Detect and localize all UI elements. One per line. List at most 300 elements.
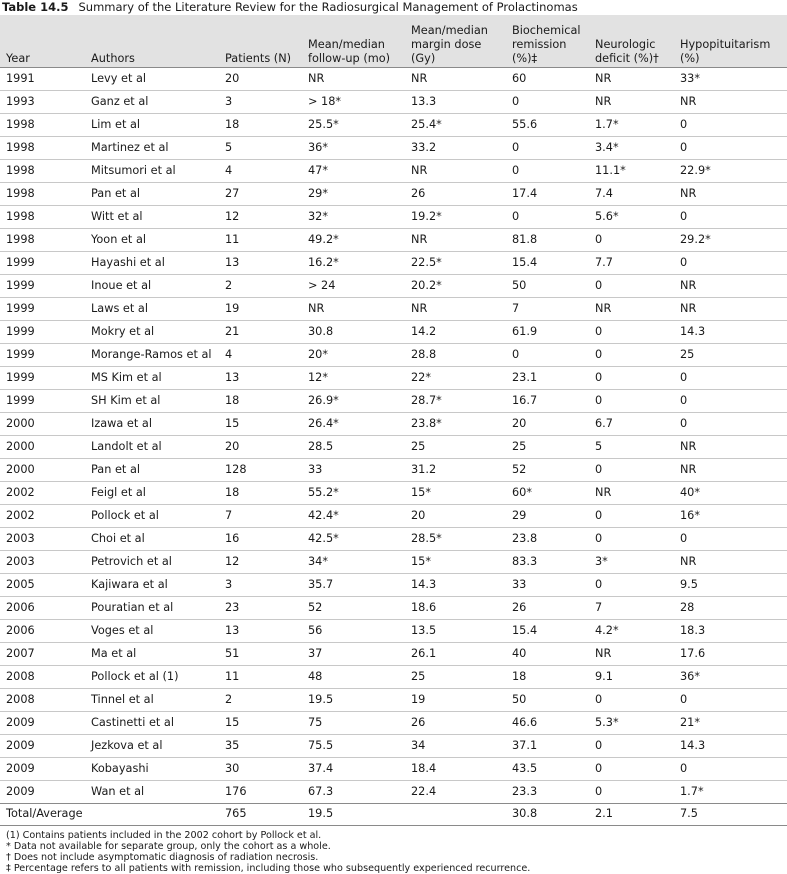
header-patients: Patients (N) [219,15,302,67]
table-row [0,665,787,688]
cell-neurologic-deficit: 0 [589,458,674,481]
cell-year: 2008 [0,688,85,711]
cell-year: 2000 [0,412,85,435]
cell-margin-dose: 34 [405,734,506,757]
cell-patients: 30 [219,757,302,780]
cell-authors: Wan et al [85,780,219,803]
cell-year: 1999 [0,366,85,389]
cell-patients: 23 [219,596,302,619]
table-row [0,366,787,389]
cell-authors: Kobayashi [85,757,219,780]
cell-authors: Voges et al [85,619,219,642]
cell-biochemical-remission: 60* [506,481,589,504]
cell-follow-up: 20* [302,343,405,366]
cell-authors: Martinez et al [85,136,219,159]
cell-margin-dose: 19.2* [405,205,506,228]
cell-year: 2007 [0,642,85,665]
cell-biochemical-remission: 0 [506,205,589,228]
cell-hypopituitarism: 36* [674,665,787,688]
cell-year: 1991 [0,67,85,90]
cell-hypopituitarism: NR [674,182,787,205]
cell-neurologic-deficit: 0 [589,389,674,412]
cell-biochemical-remission: 0 [506,159,589,182]
cell-margin-dose: 28.7* [405,389,506,412]
cell-follow-up: 75 [302,711,405,734]
cell-year: 1998 [0,228,85,251]
cell-year: 1993 [0,90,85,113]
cell-neurologic-deficit: 7 [589,596,674,619]
cell-hypopituitarism: 16* [674,504,787,527]
cell-follow-up: 42.5* [302,527,405,550]
cell-patients: 18 [219,481,302,504]
cell-year: 1999 [0,343,85,366]
cell-biochemical-remission: 37.1 [506,734,589,757]
cell-neurologic-deficit: 0 [589,688,674,711]
table-body [0,67,787,803]
cell-neurologic-deficit: 0 [589,573,674,596]
cell-follow-up: 52 [302,596,405,619]
cell-year: 2000 [0,435,85,458]
cell-margin-dose: NR [405,228,506,251]
cell-authors: Laws et al [85,297,219,320]
cell-neurologic-deficit: 11.1* [589,159,674,182]
cell-authors: Feigl et al [85,481,219,504]
cell-patients: 4 [219,343,302,366]
cell-margin-dose: 23.8* [405,412,506,435]
cell-margin-dose: 15* [405,481,506,504]
total-biochemical-remission: 30.8 [506,803,589,825]
table-header [0,15,787,67]
cell-margin-dose: 14.3 [405,573,506,596]
cell-hypopituitarism: 14.3 [674,320,787,343]
cell-year: 1998 [0,205,85,228]
cell-patients: 2 [219,688,302,711]
table-row [0,412,787,435]
cell-follow-up: 35.7 [302,573,405,596]
cell-authors: Levy et al [85,67,219,90]
cell-biochemical-remission: 0 [506,136,589,159]
cell-neurologic-deficit: NR [589,642,674,665]
cell-year: 2003 [0,527,85,550]
cell-authors: Jezkova et al [85,734,219,757]
cell-hypopituitarism: 0 [674,389,787,412]
cell-margin-dose: 31.2 [405,458,506,481]
cell-patients: 13 [219,366,302,389]
cell-authors: Landolt et al [85,435,219,458]
table-row [0,159,787,182]
cell-hypopituitarism: NR [674,90,787,113]
cell-biochemical-remission: 55.6 [506,113,589,136]
cell-biochemical-remission: 15.4 [506,251,589,274]
cell-hypopituitarism: 0 [674,251,787,274]
cell-hypopituitarism: 0 [674,527,787,550]
cell-margin-dose: 26.1 [405,642,506,665]
cell-authors: Morange-Ramos et al [85,343,219,366]
cell-authors: Ganz et al [85,90,219,113]
cell-authors: Pouratian et al [85,596,219,619]
cell-authors: Yoon et al [85,228,219,251]
cell-follow-up: 33 [302,458,405,481]
cell-margin-dose: NR [405,159,506,182]
cell-neurologic-deficit: 1.7* [589,113,674,136]
cell-patients: 13 [219,251,302,274]
cell-hypopituitarism: 1.7* [674,780,787,803]
cell-patients: 16 [219,527,302,550]
cell-authors: Inoue et al [85,274,219,297]
cell-biochemical-remission: 0 [506,343,589,366]
cell-patients: 15 [219,711,302,734]
cell-follow-up: 56 [302,619,405,642]
cell-follow-up: 47* [302,159,405,182]
cell-year: 2005 [0,573,85,596]
cell-margin-dose: 19 [405,688,506,711]
table-row [0,596,787,619]
cell-margin-dose: 22.4 [405,780,506,803]
table-row [0,136,787,159]
cell-patients: 4 [219,159,302,182]
cell-biochemical-remission: 81.8 [506,228,589,251]
cell-biochemical-remission: 83.3 [506,550,589,573]
cell-follow-up: 75.5 [302,734,405,757]
table-row [0,228,787,251]
cell-authors: Hayashi et al [85,251,219,274]
cell-neurologic-deficit: NR [589,67,674,90]
cell-hypopituitarism: 9.5 [674,573,787,596]
total-follow-up: 19.5 [302,803,405,825]
cell-hypopituitarism: 33* [674,67,787,90]
table-row [0,734,787,757]
table-row [0,757,787,780]
cell-follow-up: 42.4* [302,504,405,527]
cell-hypopituitarism: 14.3 [674,734,787,757]
cell-authors: Pollock et al (1) [85,665,219,688]
cell-biochemical-remission: 33 [506,573,589,596]
table-row [0,458,787,481]
cell-patients: 21 [219,320,302,343]
cell-follow-up: 16.2* [302,251,405,274]
cell-patients: 35 [219,734,302,757]
cell-biochemical-remission: 52 [506,458,589,481]
cell-neurologic-deficit: 9.1 [589,665,674,688]
cell-biochemical-remission: 16.7 [506,389,589,412]
cell-patients: 51 [219,642,302,665]
cell-biochemical-remission: 61.9 [506,320,589,343]
cell-neurologic-deficit: 0 [589,228,674,251]
cell-follow-up: 26.4* [302,412,405,435]
header-year: Year [0,15,85,67]
cell-neurologic-deficit: 4.2* [589,619,674,642]
cell-hypopituitarism: 21* [674,711,787,734]
header-neurologic-deficit: Neurologic deficit (%)† [589,15,674,67]
table-title: Summary of the Literature Review for the Radiosurgical Management of Prolactinomas [78,0,578,14]
cell-biochemical-remission: 25 [506,435,589,458]
total-patients: 765 [219,803,302,825]
cell-biochemical-remission: 43.5 [506,757,589,780]
cell-neurologic-deficit: 7.4 [589,182,674,205]
cell-patients: 19 [219,297,302,320]
cell-authors: Ma et al [85,642,219,665]
cell-patients: 7 [219,504,302,527]
cell-biochemical-remission: 0 [506,90,589,113]
cell-margin-dose: 18.4 [405,757,506,780]
cell-neurologic-deficit: 5 [589,435,674,458]
cell-neurologic-deficit: NR [589,297,674,320]
cell-year: 2009 [0,757,85,780]
cell-authors: Witt et al [85,205,219,228]
cell-hypopituitarism: NR [674,458,787,481]
cell-year: 1999 [0,251,85,274]
cell-margin-dose: 22* [405,366,506,389]
cell-neurologic-deficit: 0 [589,757,674,780]
cell-biochemical-remission: 29 [506,504,589,527]
total-row [0,803,787,825]
cell-year: 1999 [0,274,85,297]
cell-biochemical-remission: 40 [506,642,589,665]
cell-hypopituitarism: 18.3 [674,619,787,642]
table-row [0,320,787,343]
cell-neurologic-deficit: 0 [589,274,674,297]
table-total [0,803,787,825]
cell-follow-up: 29* [302,182,405,205]
cell-authors: Lim et al [85,113,219,136]
cell-hypopituitarism: NR [674,297,787,320]
table-row [0,251,787,274]
cell-patients: 12 [219,550,302,573]
cell-year: 2006 [0,596,85,619]
cell-neurologic-deficit: NR [589,90,674,113]
table-row [0,688,787,711]
cell-authors: Petrovich et al [85,550,219,573]
cell-hypopituitarism: 0 [674,366,787,389]
cell-biochemical-remission: 23.8 [506,527,589,550]
cell-hypopituitarism: NR [674,550,787,573]
header-row [0,15,787,67]
cell-neurologic-deficit: 0 [589,343,674,366]
cell-hypopituitarism: NR [674,435,787,458]
cell-margin-dose: 26 [405,711,506,734]
cell-follow-up: NR [302,297,405,320]
cell-year: 1998 [0,136,85,159]
cell-authors: Tinnel et al [85,688,219,711]
cell-neurologic-deficit: NR [589,481,674,504]
cell-neurologic-deficit: 0 [589,527,674,550]
cell-neurologic-deficit: 5.3* [589,711,674,734]
total-neurologic-deficit: 2.1 [589,803,674,825]
cell-follow-up: 55.2* [302,481,405,504]
table-row [0,297,787,320]
cell-year: 1999 [0,320,85,343]
cell-margin-dose: 22.5* [405,251,506,274]
cell-margin-dose: 28.8 [405,343,506,366]
cell-hypopituitarism: 0 [674,757,787,780]
literature-review-table [0,15,787,826]
cell-hypopituitarism: 0 [674,412,787,435]
cell-hypopituitarism: 22.9* [674,159,787,182]
cell-year: 2000 [0,458,85,481]
cell-biochemical-remission: 7 [506,297,589,320]
cell-margin-dose: 13.3 [405,90,506,113]
cell-follow-up: 49.2* [302,228,405,251]
cell-follow-up: NR [302,67,405,90]
cell-neurologic-deficit: 0 [589,504,674,527]
cell-authors: Kajiwara et al [85,573,219,596]
cell-neurologic-deficit: 0 [589,320,674,343]
table-row [0,780,787,803]
cell-patients: 5 [219,136,302,159]
cell-hypopituitarism: 0 [674,205,787,228]
cell-year: 2008 [0,665,85,688]
cell-neurologic-deficit: 7.7 [589,251,674,274]
cell-year: 2002 [0,504,85,527]
cell-patients: 18 [219,113,302,136]
cell-authors: Castinetti et al [85,711,219,734]
cell-hypopituitarism: 17.6 [674,642,787,665]
table-caption [0,0,787,15]
cell-margin-dose: 14.2 [405,320,506,343]
cell-follow-up: > 24 [302,274,405,297]
cell-follow-up: 37 [302,642,405,665]
header-follow-up: Mean/median follow-up (mo) [302,15,405,67]
cell-authors: MS Kim et al [85,366,219,389]
cell-neurologic-deficit: 0 [589,780,674,803]
total-label: Total/Average [0,803,85,825]
table-row [0,711,787,734]
cell-year: 2009 [0,780,85,803]
cell-patients: 18 [219,389,302,412]
cell-patients: 20 [219,67,302,90]
cell-biochemical-remission: 15.4 [506,619,589,642]
cell-follow-up: 34* [302,550,405,573]
cell-year: 2009 [0,711,85,734]
cell-year: 2009 [0,734,85,757]
cell-patients: 3 [219,90,302,113]
cell-patients: 13 [219,619,302,642]
cell-biochemical-remission: 60 [506,67,589,90]
cell-authors: SH Kim et al [85,389,219,412]
cell-follow-up: 67.3 [302,780,405,803]
cell-hypopituitarism: 0 [674,136,787,159]
footnotes [0,826,787,874]
cell-margin-dose: 20 [405,504,506,527]
table-row [0,90,787,113]
cell-year: 1998 [0,113,85,136]
total-authors [85,803,219,825]
footnote-1: (1) Contains patients included in the 2002 cohort by Pollock et al. [6,829,322,841]
cell-follow-up: 26.9* [302,389,405,412]
cell-follow-up: 30.8 [302,320,405,343]
cell-margin-dose: 26 [405,182,506,205]
cell-patients: 27 [219,182,302,205]
footnote-double-dagger: ‡ Percentage refers to all patients with remission, including those who subsequently experienced recurrence. [6,862,531,874]
cell-neurologic-deficit: 0 [589,734,674,757]
cell-patients: 12 [219,205,302,228]
total-margin-dose [405,803,506,825]
cell-biochemical-remission: 50 [506,274,589,297]
cell-biochemical-remission: 17.4 [506,182,589,205]
table-row [0,573,787,596]
cell-follow-up: 28.5 [302,435,405,458]
cell-year: 2003 [0,550,85,573]
cell-authors: Izawa et al [85,412,219,435]
header-margin-dose: Mean/median margin dose (Gy) [405,15,506,67]
cell-margin-dose: 25.4* [405,113,506,136]
table-row [0,504,787,527]
cell-patients: 11 [219,228,302,251]
cell-margin-dose: 28.5* [405,527,506,550]
footnote-asterisk: * Data not available for separate group, only the cohort as a whole. [6,840,331,852]
cell-margin-dose: 13.5 [405,619,506,642]
cell-follow-up: 19.5 [302,688,405,711]
cell-neurologic-deficit: 3* [589,550,674,573]
cell-year: 2006 [0,619,85,642]
cell-biochemical-remission: 26 [506,596,589,619]
cell-biochemical-remission: 50 [506,688,589,711]
table-row [0,205,787,228]
header-hypopituitarism: Hypopituitarism (%) [674,15,787,67]
cell-margin-dose: 15* [405,550,506,573]
cell-hypopituitarism: 0 [674,113,787,136]
table-row [0,182,787,205]
cell-patients: 15 [219,412,302,435]
header-authors: Authors [85,15,219,67]
cell-hypopituitarism: 40* [674,481,787,504]
cell-neurologic-deficit: 3.4* [589,136,674,159]
cell-patients: 3 [219,573,302,596]
table-number: Table 14.5 [2,0,69,14]
cell-biochemical-remission: 20 [506,412,589,435]
cell-year: 1998 [0,182,85,205]
cell-margin-dose: NR [405,297,506,320]
cell-authors: Pan et al [85,458,219,481]
cell-margin-dose: 33.2 [405,136,506,159]
table-row [0,550,787,573]
table-row [0,67,787,90]
cell-authors: Choi et al [85,527,219,550]
cell-margin-dose: NR [405,67,506,90]
cell-biochemical-remission: 23.3 [506,780,589,803]
table-row [0,642,787,665]
cell-patients: 2 [219,274,302,297]
cell-patients: 176 [219,780,302,803]
cell-margin-dose: 25 [405,435,506,458]
cell-margin-dose: 20.2* [405,274,506,297]
cell-follow-up: 36* [302,136,405,159]
table-row [0,527,787,550]
cell-biochemical-remission: 18 [506,665,589,688]
cell-authors: Pan et al [85,182,219,205]
total-hypopituitarism: 7.5 [674,803,787,825]
cell-hypopituitarism: 29.2* [674,228,787,251]
cell-patients: 128 [219,458,302,481]
cell-biochemical-remission: 46.6 [506,711,589,734]
cell-follow-up: 32* [302,205,405,228]
cell-year: 2002 [0,481,85,504]
header-biochemical-remission: Biochemical remission (%)‡ [506,15,589,67]
cell-follow-up: 37.4 [302,757,405,780]
table-row [0,113,787,136]
cell-hypopituitarism: 25 [674,343,787,366]
cell-hypopituitarism: 0 [674,688,787,711]
cell-neurologic-deficit: 6.7 [589,412,674,435]
cell-follow-up: 12* [302,366,405,389]
cell-patients: 20 [219,435,302,458]
table-row [0,274,787,297]
cell-follow-up: > 18* [302,90,405,113]
cell-year: 1998 [0,159,85,182]
footnote-dagger: † Does not include asymptomatic diagnosis of radiation necrosis. [6,851,319,863]
table-row [0,435,787,458]
cell-year: 1999 [0,389,85,412]
